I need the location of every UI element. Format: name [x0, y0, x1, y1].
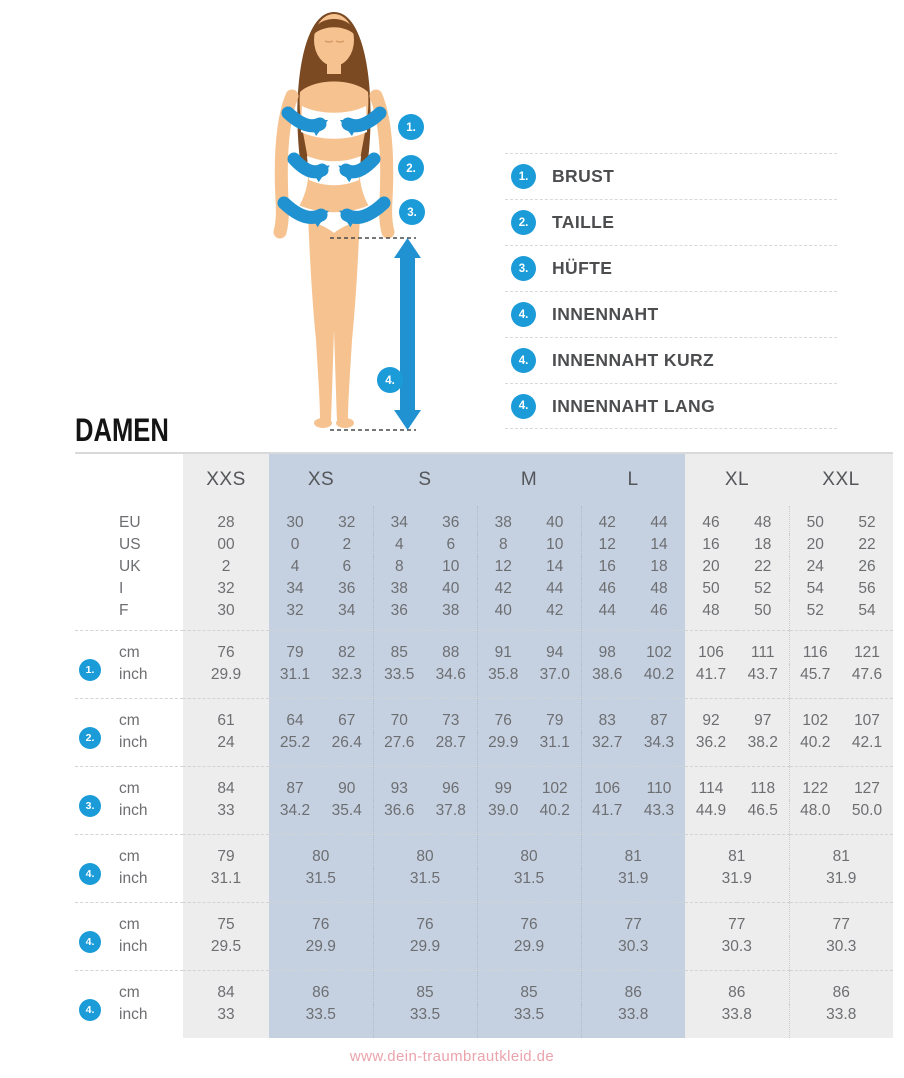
size-value-cell: 96: [425, 767, 477, 801]
size-value-cell: 106: [581, 767, 633, 801]
badge-cell: [75, 506, 119, 534]
size-value-cell: 36: [338, 580, 356, 597]
size-value-cell: 42: [546, 602, 564, 619]
size-value-cell: 41.7: [695, 666, 727, 683]
size-value-cell: 98: [581, 631, 633, 665]
size-value-cell: 86: [269, 971, 373, 1005]
size-value-cell: 77: [685, 903, 789, 937]
size-value-cell: 33.8: [581, 1004, 685, 1038]
size-value-cell: 31.1: [279, 666, 311, 683]
size-value-cell: 18: [650, 558, 668, 575]
size-value-cell: 75: [183, 903, 269, 937]
size-value-cell: 52: [789, 600, 841, 631]
size-value-cell: 40: [546, 514, 564, 531]
badge-cell: [75, 903, 119, 971]
size-value-cell: 37.0: [539, 666, 570, 683]
legend-number-badge: 4.: [511, 394, 536, 419]
unit-label-cell: inch: [119, 1006, 148, 1023]
size-value-cell: 56: [858, 580, 876, 597]
size-value-cell: 79: [269, 631, 321, 665]
size-value-cell: 29.9: [210, 666, 242, 683]
unit-label-cell: inch: [119, 870, 148, 887]
figure-badge-1: 1.: [406, 122, 416, 134]
size-value-cell: 85: [477, 971, 581, 1005]
size-value-cell: 52: [754, 580, 772, 597]
size-value-cell: 46: [650, 602, 668, 619]
size-value-cell: 6: [446, 536, 456, 553]
measurement-rows-group: [75, 631, 893, 699]
size-value-cell: 38: [373, 578, 425, 600]
size-value-cell: 84: [183, 767, 269, 801]
measurement-rows-group: [75, 699, 893, 767]
size-value-cell: 30.3: [789, 936, 893, 971]
size-column-header: S: [418, 469, 432, 490]
size-value-cell: 28: [217, 514, 235, 531]
size-value-cell: 46: [702, 514, 720, 531]
size-value-cell: 102: [529, 767, 581, 801]
legend-item-label: INNENNAHT: [552, 304, 659, 324]
measurement-rows-group: [75, 971, 893, 1039]
unit-label-cell: inch: [119, 938, 148, 955]
size-value-cell: 8: [373, 556, 425, 578]
size-value-cell: 80: [477, 835, 581, 869]
size-value-cell: 22: [754, 558, 772, 575]
size-value-cell: 10: [546, 536, 564, 553]
size-value-cell: 24: [217, 734, 235, 751]
size-value-cell: 4: [373, 534, 425, 556]
size-column-header: M: [520, 469, 538, 490]
size-value-cell: 85: [373, 631, 425, 665]
size-value-cell: 118: [737, 767, 789, 801]
legend-item-label: INNENNAHT LANG: [552, 395, 716, 416]
size-value-cell: 30: [217, 602, 235, 619]
size-value-cell: 36: [373, 600, 425, 631]
legend-item-label: HÜFTE: [552, 258, 613, 278]
badge-cell: [75, 631, 119, 699]
size-value-cell: 121: [841, 631, 893, 665]
woman-figure-illustration: [230, 0, 470, 440]
legend-item: [505, 199, 837, 245]
size-value-cell: 45.7: [789, 664, 841, 699]
size-value-cell: 33: [217, 802, 235, 819]
size-value-cell: 48: [702, 602, 720, 619]
size-value-cell: 34: [286, 580, 304, 597]
size-value-cell: 84: [183, 971, 269, 1005]
row-number-badge: 3.: [79, 795, 101, 817]
table-row: [75, 600, 893, 631]
badge-cell: [75, 699, 119, 767]
legend-number-badge: 4.: [511, 302, 536, 327]
badge-cell: [75, 534, 119, 556]
size-value-cell: 87: [633, 699, 685, 733]
unit-label-cell: cm: [119, 631, 183, 665]
size-value-cell: 32.7: [581, 732, 633, 767]
size-value-cell: 16: [581, 556, 633, 578]
size-value-cell: 79: [529, 699, 581, 733]
legend-item-label: INNENNAHT KURZ: [552, 350, 715, 370]
size-value-cell: 82: [321, 631, 373, 665]
table-row: [75, 506, 893, 534]
figure-badge-4: 4.: [385, 375, 395, 387]
badge-cell: [75, 578, 119, 600]
size-value-cell: 47.6: [851, 666, 883, 683]
size-value-cell: 88: [425, 631, 477, 665]
size-table: [75, 452, 893, 1038]
size-value-cell: 40.2: [539, 802, 570, 819]
row-label-cell: EU: [119, 514, 141, 531]
size-value-cell: 33.5: [477, 1004, 581, 1038]
table-row: [75, 664, 893, 699]
conversion-rows-group: [75, 506, 893, 631]
size-value-cell: 44: [650, 514, 668, 531]
size-value-cell: 20: [789, 534, 841, 556]
size-value-cell: 76: [477, 699, 529, 733]
size-value-cell: 34.6: [435, 666, 466, 683]
size-value-cell: 32: [217, 580, 235, 597]
size-value-cell: 42.1: [851, 734, 883, 751]
size-value-cell: 40: [477, 600, 529, 631]
size-value-cell: 31.9: [581, 868, 685, 903]
legend-item: [505, 153, 837, 199]
size-value-cell: 40: [442, 580, 460, 597]
torso-shape: [297, 82, 371, 227]
size-value-cell: 25.2: [279, 734, 311, 751]
size-value-cell: 34: [373, 506, 425, 534]
size-value-cell: 24: [789, 556, 841, 578]
size-value-cell: 46: [581, 578, 633, 600]
table-row: [75, 578, 893, 600]
size-value-cell: 50.0: [851, 802, 883, 819]
size-value-cell: 93: [373, 767, 425, 801]
figure-badge-3: 3.: [407, 207, 417, 219]
size-column-header: XS: [307, 469, 335, 490]
row-number-badge: 1.: [79, 659, 101, 681]
size-value-cell: 29.5: [210, 938, 242, 955]
size-value-cell: 40.2: [643, 666, 675, 683]
size-value-cell: 26: [858, 558, 876, 575]
legend-item-label: TAILLE: [552, 212, 615, 232]
legend-item: [505, 383, 837, 429]
size-value-cell: 44.9: [695, 802, 727, 819]
size-value-cell: 70: [373, 699, 425, 733]
table-row: [75, 800, 893, 835]
size-column-header: XXL: [822, 469, 860, 490]
unit-label-cell: cm: [119, 903, 183, 937]
row-label-cell: F: [119, 602, 129, 619]
size-value-cell: 2: [342, 536, 352, 553]
size-value-cell: 76: [477, 903, 581, 937]
size-value-cell: 12: [581, 534, 633, 556]
measurement-rows-group: [75, 903, 893, 971]
size-value-cell: 30: [286, 514, 304, 531]
size-value-cell: 86: [789, 971, 893, 1005]
size-value-cell: 33.8: [721, 1006, 752, 1023]
size-value-cell: 54: [789, 578, 841, 600]
size-value-cell: 122: [789, 767, 841, 801]
row-number-badge: 4.: [79, 863, 101, 885]
size-value-cell: 8: [477, 534, 529, 556]
legend-number-badge: 2.: [511, 210, 536, 235]
size-value-cell: 116: [789, 631, 841, 665]
footer-website-link[interactable]: www.dein-traumbrautkleid.de: [349, 1048, 555, 1065]
legend-number-badge: 4.: [511, 348, 536, 373]
size-value-cell: 76: [269, 903, 373, 937]
size-value-cell: 42: [581, 506, 633, 534]
badge-cell: [75, 556, 119, 578]
size-value-cell: 44: [546, 580, 564, 597]
unit-label-cell: cm: [119, 699, 183, 733]
size-column-header: XXS: [206, 469, 246, 490]
size-value-cell: 28.7: [435, 734, 466, 751]
size-value-cell: 33: [217, 1006, 235, 1023]
row-label-cell: US: [119, 536, 141, 553]
size-value-cell: 80: [269, 835, 373, 869]
size-value-cell: 40.2: [789, 732, 841, 767]
size-value-cell: 26.4: [331, 734, 362, 751]
legend-number-badge: 3.: [511, 256, 536, 281]
badge-cell: [75, 767, 119, 835]
size-value-cell: 0: [290, 536, 300, 553]
size-value-cell: 85: [373, 971, 477, 1005]
size-value-cell: 61: [183, 699, 269, 733]
size-value-cell: 31.9: [721, 870, 752, 887]
size-value-cell: 16: [702, 536, 720, 553]
size-value-cell: 31.9: [789, 868, 893, 903]
legend-item: [505, 291, 837, 337]
size-value-cell: 38.2: [747, 734, 778, 751]
table-row: [75, 971, 893, 1005]
right-leg-shape: [332, 215, 360, 420]
table-row: [75, 868, 893, 903]
size-value-cell: 31.1: [210, 870, 242, 887]
badge-cell: [75, 835, 119, 903]
size-value-cell: 92: [685, 699, 737, 733]
row-label-cell: I: [119, 580, 124, 597]
size-value-cell: 97: [737, 699, 789, 733]
size-value-cell: 41.7: [581, 800, 633, 835]
size-value-cell: 102: [789, 699, 841, 733]
size-value-cell: 87: [269, 767, 321, 801]
size-value-cell: 76: [183, 631, 269, 665]
size-value-cell: 114: [685, 767, 737, 801]
size-value-cell: 36.2: [695, 734, 727, 751]
size-value-cell: 34: [338, 602, 356, 619]
size-value-cell: 29.9: [477, 732, 529, 767]
page-title: DAMEN: [75, 412, 169, 448]
unit-label-cell: cm: [119, 971, 183, 1005]
size-value-cell: 30.3: [581, 936, 685, 971]
table-row: [75, 556, 893, 578]
size-value-cell: 31.5: [477, 868, 581, 903]
legend-item: [505, 337, 837, 383]
size-value-cell: 34.3: [643, 734, 675, 751]
size-value-cell: 31.5: [373, 868, 477, 903]
size-value-cell: 33.5: [373, 664, 425, 699]
size-value-cell: 99: [477, 767, 529, 801]
size-value-cell: 80: [373, 835, 477, 869]
size-value-cell: 36: [442, 514, 460, 531]
header-spacer: [75, 453, 183, 506]
size-value-cell: 50: [789, 506, 841, 534]
table-row: [75, 699, 893, 733]
size-value-cell: 33.5: [373, 1004, 477, 1038]
table-row: [75, 835, 893, 869]
size-value-cell: 10: [442, 558, 460, 575]
row-label-cell: UK: [119, 558, 141, 575]
legend-number-badge: 1.: [511, 164, 536, 189]
size-value-cell: 86: [581, 971, 685, 1005]
size-value-cell: 48: [754, 514, 772, 531]
size-value-cell: 30.3: [721, 938, 752, 955]
size-value-cell: 64: [269, 699, 321, 733]
size-value-cell: 106: [685, 631, 737, 665]
legend-item-label: BRUST: [552, 166, 615, 186]
size-value-cell: 50: [702, 580, 720, 597]
size-column-header: L: [627, 469, 639, 490]
size-value-cell: 27.6: [373, 732, 425, 767]
size-value-cell: 33.5: [305, 1006, 336, 1023]
badge-cell: [75, 600, 119, 631]
size-value-cell: 43.3: [643, 802, 675, 819]
table-row: [75, 534, 893, 556]
size-value-cell: 79: [183, 835, 269, 869]
size-value-cell: 14: [546, 558, 564, 575]
row-number-badge: 4.: [79, 931, 101, 953]
size-value-cell: 91: [477, 631, 529, 665]
size-value-cell: 31.1: [539, 734, 570, 751]
unit-label-cell: inch: [119, 734, 148, 751]
table-row: [75, 1004, 893, 1038]
size-value-cell: 52: [858, 514, 876, 531]
size-value-cell: 18: [754, 536, 772, 553]
size-value-cell: 32: [286, 602, 304, 619]
size-value-cell: 73: [425, 699, 477, 733]
measure-legend: [505, 153, 837, 429]
size-value-cell: 127: [841, 767, 893, 801]
size-value-cell: 50: [754, 602, 772, 619]
size-value-cell: 102: [633, 631, 685, 665]
table-row: [75, 903, 893, 937]
size-value-cell: 81: [789, 835, 893, 869]
measurement-rows-group: [75, 835, 893, 903]
size-value-cell: 48.0: [789, 800, 841, 835]
size-value-cell: 76: [373, 903, 477, 937]
table-row: [75, 767, 893, 801]
size-value-cell: 94: [529, 631, 581, 665]
size-value-cell: 12: [477, 556, 529, 578]
size-value-cell: 77: [789, 903, 893, 937]
size-value-cell: 32: [338, 514, 356, 531]
size-value-cell: 2: [221, 558, 231, 575]
size-value-cell: 111: [737, 631, 789, 665]
row-number-badge: 2.: [79, 727, 101, 749]
inseam-measure-arrow: [394, 238, 421, 430]
size-value-cell: 81: [581, 835, 685, 869]
size-column-header: XL: [724, 469, 750, 490]
size-value-cell: 37.8: [435, 802, 466, 819]
table-row: [75, 631, 893, 665]
unit-label-cell: cm: [119, 767, 183, 801]
size-value-cell: 6: [342, 558, 352, 575]
size-value-cell: 34.2: [279, 802, 311, 819]
unit-label-cell: inch: [119, 666, 148, 683]
size-value-cell: 54: [858, 602, 876, 619]
unit-label-cell: inch: [119, 802, 148, 819]
table-row: [75, 936, 893, 971]
size-value-cell: 29.9: [373, 936, 477, 971]
size-value-cell: 46.5: [747, 802, 778, 819]
size-value-cell: 33.8: [789, 1004, 893, 1038]
table-row: [75, 732, 893, 767]
legend-item: [505, 245, 837, 291]
size-value-cell: 36.6: [373, 800, 425, 835]
size-value-cell: 43.7: [747, 666, 778, 683]
size-value-cell: 20: [702, 558, 720, 575]
size-value-cell: 77: [581, 903, 685, 937]
unit-label-cell: cm: [119, 835, 183, 869]
size-value-cell: 38.6: [581, 664, 633, 699]
size-value-cell: 32.3: [331, 666, 362, 683]
size-value-cell: 29.9: [477, 936, 581, 971]
size-value-cell: 107: [841, 699, 893, 733]
size-value-cell: 29.9: [305, 938, 336, 955]
size-value-cell: 35.4: [331, 802, 362, 819]
size-value-cell: 38: [477, 506, 529, 534]
size-value-cell: 39.0: [477, 800, 529, 835]
size-value-cell: 22: [858, 536, 876, 553]
size-value-cell: 00: [217, 536, 235, 553]
figure-badge-2: 2.: [406, 163, 416, 175]
size-value-cell: 4: [290, 558, 300, 575]
size-value-cell: 81: [685, 835, 789, 869]
row-number-badge: 4.: [79, 999, 101, 1021]
size-value-cell: 42: [477, 578, 529, 600]
size-value-cell: 86: [685, 971, 789, 1005]
size-value-cell: 48: [650, 580, 668, 597]
badge-cell: [75, 971, 119, 1039]
size-value-cell: 67: [321, 699, 373, 733]
size-value-cell: 110: [633, 767, 685, 801]
size-value-cell: 14: [650, 536, 668, 553]
measurement-rows-group: [75, 767, 893, 835]
size-value-cell: 90: [321, 767, 373, 801]
size-value-cell: 31.5: [305, 870, 336, 887]
size-value-cell: 44: [581, 600, 633, 631]
size-value-cell: 38: [442, 602, 460, 619]
size-value-cell: 83: [581, 699, 633, 733]
size-value-cell: 35.8: [477, 664, 529, 699]
